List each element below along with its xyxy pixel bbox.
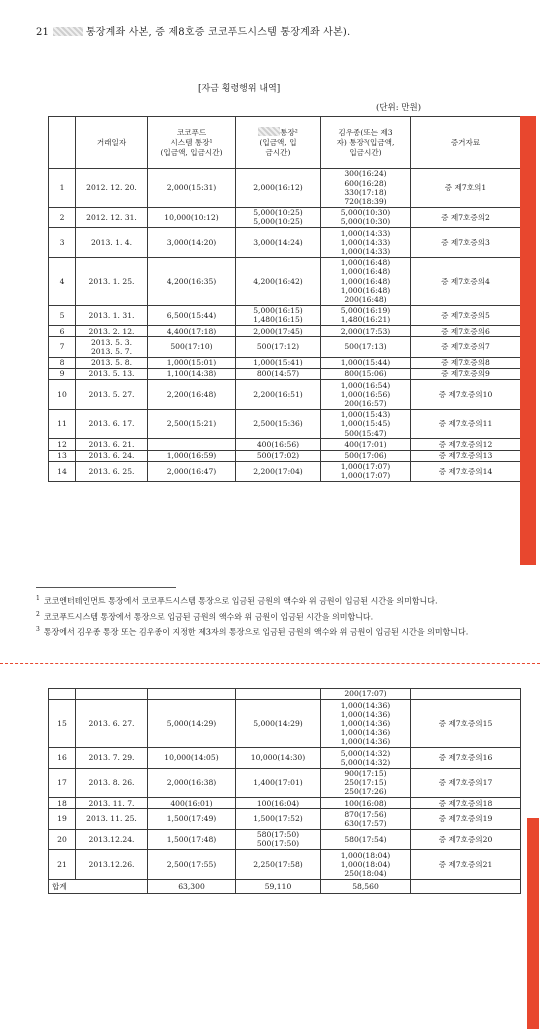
- page-break-line: [0, 663, 540, 664]
- row-number: 4: [49, 257, 76, 305]
- row-number: [49, 689, 76, 700]
- evidence-reference: 증 제7호증의13: [411, 450, 521, 461]
- masked-account-deposit: 5,000(14:29): [236, 700, 321, 748]
- highlight-bar: [527, 818, 539, 1029]
- row-number: 2: [49, 207, 76, 227]
- row-number: 7: [49, 337, 76, 357]
- cocofood-deposit: 2,500(15:21): [148, 409, 236, 439]
- kim-account-deposit: 1,000(15:43) 1,000(15:45) 500(15:47): [321, 409, 411, 439]
- cocofood-deposit: 1,100(14:38): [148, 368, 236, 379]
- transaction-date: [76, 689, 148, 700]
- evidence-reference: 증 제7호증의6: [411, 326, 521, 337]
- kim-account-deposit: 100(16:08): [321, 798, 411, 809]
- evidence-reference: 증 제7호증의14: [411, 461, 521, 481]
- masked-account-deposit: 800(14:57): [236, 368, 321, 379]
- kim-account-deposit: 1,000(15:44): [321, 357, 411, 368]
- header-cocofood: 코코푸드 시스템 통장¹ (입금액, 입금시간): [148, 117, 236, 169]
- masked-account-deposit: 3,000(14:24): [236, 228, 321, 258]
- transaction-date: 2013. 1. 31.: [76, 305, 148, 325]
- masked-account-deposit: 2,200(16:51): [236, 380, 321, 410]
- kim-account-deposit: 1,000(18:04) 1,000(18:04) 250(18:04): [321, 850, 411, 880]
- total-cocofood: 63,300: [148, 879, 236, 893]
- row-number: 14: [49, 461, 76, 481]
- total-evidence-empty: [411, 879, 521, 893]
- transaction-date: 2013. 11. 25.: [76, 809, 148, 829]
- masked-account-deposit: 1,400(17:01): [236, 768, 321, 798]
- cocofood-deposit: 2,500(17:55): [148, 850, 236, 880]
- transaction-date: 2012. 12. 31.: [76, 207, 148, 227]
- row-number: 5: [49, 305, 76, 325]
- cocofood-deposit: 1,000(15:01): [148, 357, 236, 368]
- footnote-2: $^2$ 코코푸드시스템 통장에서 통장으로 입금된 금원의 액수와 위 금원이 입금된 시간을 의미합니다.: [36, 610, 374, 622]
- masked-account-deposit: 5,000(16:15) 1,480(16:15): [236, 305, 321, 325]
- row-number: 10: [49, 380, 76, 410]
- evidence-reference: 증 제7호증의3: [411, 228, 521, 258]
- kim-account-deposit: 900(17:15) 250(17:15) 250(17:26): [321, 768, 411, 798]
- table-row: [49, 700, 521, 748]
- transaction-date: 2012. 12. 20.: [76, 169, 148, 208]
- kim-account-deposit: 580(17:54): [321, 829, 411, 849]
- masked-account-deposit: 10,000(14:30): [236, 748, 321, 768]
- table-row: [49, 326, 521, 337]
- kim-account-deposit: 5,000(14:32) 5,000(14:32): [321, 748, 411, 768]
- masked-account-deposit: 1,500(17:52): [236, 809, 321, 829]
- table-row: [49, 228, 521, 258]
- unit-label: (단위: 만원): [376, 103, 422, 113]
- cocofood-deposit: 500(17:10): [148, 337, 236, 357]
- cocofood-deposit: 1,500(17:49): [148, 809, 236, 829]
- evidence-reference: 증 제7호증의11: [411, 409, 521, 439]
- row-number: 13: [49, 450, 76, 461]
- kim-account-deposit: 870(17:56) 630(17:57): [321, 809, 411, 829]
- row-number: 19: [49, 809, 76, 829]
- row-number: 21: [49, 850, 76, 880]
- evidence-reference: 증 제7호의1: [411, 169, 521, 208]
- total-kim: 58,560: [321, 879, 411, 893]
- transaction-date: 2013. 6. 27.: [76, 700, 148, 748]
- masked-account-deposit: 100(16:04): [236, 798, 321, 809]
- row-number: 9: [49, 368, 76, 379]
- kim-account-deposit: 500(17:06): [321, 450, 411, 461]
- evidence-reference: 증 제7호증의16: [411, 748, 521, 768]
- transaction-date: 2013. 11. 7.: [76, 798, 148, 809]
- cocofood-deposit: 2,000(16:38): [148, 768, 236, 798]
- transaction-date: 2013. 5. 3. 2013. 5. 7.: [76, 337, 148, 357]
- evidence-reference: 증 제7호증의19: [411, 809, 521, 829]
- embezzlement-table-page2: [48, 688, 521, 894]
- evidence-reference: 증 제7호증의8: [411, 357, 521, 368]
- masked-account-deposit: 2,500(15:36): [236, 409, 321, 439]
- transaction-date: 2013. 2. 12.: [76, 326, 148, 337]
- row-number: 18: [49, 798, 76, 809]
- evidence-reference: 증 제7호증의2: [411, 207, 521, 227]
- masked-account-deposit: 2,000(17:45): [236, 326, 321, 337]
- evidence-reference: 증 제7호증의15: [411, 700, 521, 748]
- document-header: [36, 23, 350, 38]
- masked-account-deposit: 2,250(17:58): [236, 850, 321, 880]
- kim-account-deposit: 2,000(17:53): [321, 326, 411, 337]
- embezzlement-table-page1: [48, 116, 521, 482]
- table-row: [49, 850, 521, 880]
- cocofood-deposit: 1,500(17:48): [148, 829, 236, 849]
- table-row: [49, 768, 521, 798]
- kim-account-deposit: 300(16:24) 600(16:28) 330(17:18) 720(18:39): [321, 169, 411, 208]
- footnotes: [36, 593, 476, 640]
- table-row: [49, 368, 521, 379]
- row-number: 1: [49, 169, 76, 208]
- header-date: 거래일자: [76, 117, 148, 169]
- footnote-3: $^3$ 통장에서 김우종 통장 또는 김우종이 지정한 제3자의 통장으로 입금된 금원의 액수와 위 금원이 입금된 시간을 의미합니다.: [36, 626, 469, 637]
- table-row: [49, 357, 521, 368]
- table-row: [49, 450, 521, 461]
- masked-account-deposit: 400(16:56): [236, 439, 321, 450]
- table-row: [49, 748, 521, 768]
- kim-account-deposit: 1,000(14:33) 1,000(14:33) 1,000(14:33): [321, 228, 411, 258]
- row-number: 3: [49, 228, 76, 258]
- cocofood-deposit: 3,000(14:20): [148, 228, 236, 258]
- row-number: 16: [49, 748, 76, 768]
- cocofood-deposit: [148, 689, 236, 700]
- header-kim-account: 김우종(또는 제3 자) 통장³(입금액, 입금시간): [321, 117, 411, 169]
- header-no: [49, 117, 76, 169]
- kim-account-deposit: 500(17:13): [321, 337, 411, 357]
- cocofood-deposit: 2,000(16:47): [148, 461, 236, 481]
- kim-account-deposit: 400(17:01): [321, 439, 411, 450]
- cocofood-deposit: 4,200(16:35): [148, 257, 236, 305]
- masked-account-deposit: 4,200(16:42): [236, 257, 321, 305]
- table-header-row: [49, 117, 521, 169]
- transaction-date: 2013. 6. 25.: [76, 461, 148, 481]
- kim-account-deposit: 1,000(17:07) 1,000(17:07): [321, 461, 411, 481]
- footnote-divider: [36, 587, 176, 588]
- header-evidence: 증거자료: [411, 117, 521, 169]
- cocofood-deposit: 10,000(10:12): [148, 207, 236, 227]
- transaction-date: 2013. 6. 24.: [76, 450, 148, 461]
- transaction-date: 2013. 1. 25.: [76, 257, 148, 305]
- evidence-reference: 증 제7호증의18: [411, 798, 521, 809]
- row-number: 20: [49, 829, 76, 849]
- evidence-reference: 증 제7호증의5: [411, 305, 521, 325]
- header-masked-account: 통장² (입금액, 입 금시간): [236, 117, 321, 169]
- evidence-reference: 증 제7호증의12: [411, 439, 521, 450]
- table-row: [49, 809, 521, 829]
- evidence-reference: 증 제7호증의10: [411, 380, 521, 410]
- row-number: 6: [49, 326, 76, 337]
- cocofood-deposit: [148, 439, 236, 450]
- cocofood-deposit: 2,000(15:31): [148, 169, 236, 208]
- masked-account-deposit: 1,000(15:41): [236, 357, 321, 368]
- table-row: [49, 257, 521, 305]
- cocofood-deposit: 2,200(16:48): [148, 380, 236, 410]
- row-number: 12: [49, 439, 76, 450]
- transaction-date: 2013. 7. 29.: [76, 748, 148, 768]
- cocofood-deposit: 10,000(14:05): [148, 748, 236, 768]
- section-title: [자금 횡령행위 내역]: [198, 84, 281, 94]
- kim-account-deposit: 800(15:06): [321, 368, 411, 379]
- masked-account-deposit: 500(17:12): [236, 337, 321, 357]
- evidence-reference: 증 제7호증의7: [411, 337, 521, 357]
- table-row: [49, 337, 521, 357]
- table-row: [49, 169, 521, 208]
- cocofood-deposit: 6,500(15:44): [148, 305, 236, 325]
- row-number: 15: [49, 700, 76, 748]
- masked-account-deposit: [236, 689, 321, 700]
- redacted-name: [53, 27, 83, 36]
- evidence-reference: [411, 689, 521, 700]
- total-label: 합계: [49, 879, 148, 893]
- evidence-reference: 증 제7호증의21: [411, 850, 521, 880]
- transaction-date: 2013. 5. 8.: [76, 357, 148, 368]
- table-row: [49, 305, 521, 325]
- kim-account-deposit: 200(17:07): [321, 689, 411, 700]
- table-row: [49, 380, 521, 410]
- transaction-date: 2013. 1. 4.: [76, 228, 148, 258]
- redacted-name: [258, 127, 280, 136]
- table-row: [49, 829, 521, 849]
- transaction-date: 2013. 6. 17.: [76, 409, 148, 439]
- table-row: [49, 207, 521, 227]
- header-number: 21: [36, 27, 50, 38]
- transaction-date: 2013.12.26.: [76, 850, 148, 880]
- evidence-reference: 증 제7호증의4: [411, 257, 521, 305]
- total-row: [49, 879, 521, 893]
- kim-account-deposit: 1,000(14:36) 1,000(14:36) 1,000(14:36) 1,000(14:36) 1,000(14:36): [321, 700, 411, 748]
- footnote-1: $^1$ 코코엔터테인먼트 통장에서 코코푸드시스템 통장으로 입금된 금원의 액수와 위 금원이 입금된 시간을 의미합니다.: [36, 595, 438, 606]
- transaction-date: 2013.12.24.: [76, 829, 148, 849]
- table-row: [49, 689, 521, 700]
- kim-account-deposit: 1,000(16:48) 1,000(16:48) 1,000(16:48) 1,000(16:48) 200(16:48): [321, 257, 411, 305]
- transaction-date: 2013. 5. 27.: [76, 380, 148, 410]
- transaction-date: 2013. 6. 21.: [76, 439, 148, 450]
- header-text: 통장계좌 사본, 증 제8호증 코코푸드시스템 통장계좌 사본).: [85, 27, 351, 38]
- masked-account-deposit: 2,200(17:04): [236, 461, 321, 481]
- cocofood-deposit: 5,000(14:29): [148, 700, 236, 748]
- evidence-reference: 증 제7호증의9: [411, 368, 521, 379]
- masked-account-deposit: 580(17:50) 500(17:50): [236, 829, 321, 849]
- masked-account-deposit: 2,000(16:12): [236, 169, 321, 208]
- highlight-bar: [520, 116, 536, 565]
- transaction-date: 2013. 8. 26.: [76, 768, 148, 798]
- evidence-reference: 증 제7호증의20: [411, 829, 521, 849]
- total-masked: 59,110: [236, 879, 321, 893]
- cocofood-deposit: 1,000(16:59): [148, 450, 236, 461]
- masked-account-deposit: 5,000(10:25) 5,000(10:25): [236, 207, 321, 227]
- row-number: 8: [49, 357, 76, 368]
- cocofood-deposit: 4,400(17:18): [148, 326, 236, 337]
- kim-account-deposit: 1,000(16:54) 1,000(16:56) 200(16:57): [321, 380, 411, 410]
- transaction-date: 2013. 5. 13.: [76, 368, 148, 379]
- evidence-reference: 증 제7호증의17: [411, 768, 521, 798]
- row-number: 11: [49, 409, 76, 439]
- table-row: [49, 798, 521, 809]
- table-row: [49, 439, 521, 450]
- kim-account-deposit: 5,000(16:19) 1,480(16:21): [321, 305, 411, 325]
- row-number: 17: [49, 768, 76, 798]
- table-row: [49, 409, 521, 439]
- kim-account-deposit: 5,000(10:30) 5,000(10:30): [321, 207, 411, 227]
- cocofood-deposit: 400(16:01): [148, 798, 236, 809]
- masked-account-deposit: 500(17:02): [236, 450, 321, 461]
- table-row: [49, 461, 521, 481]
